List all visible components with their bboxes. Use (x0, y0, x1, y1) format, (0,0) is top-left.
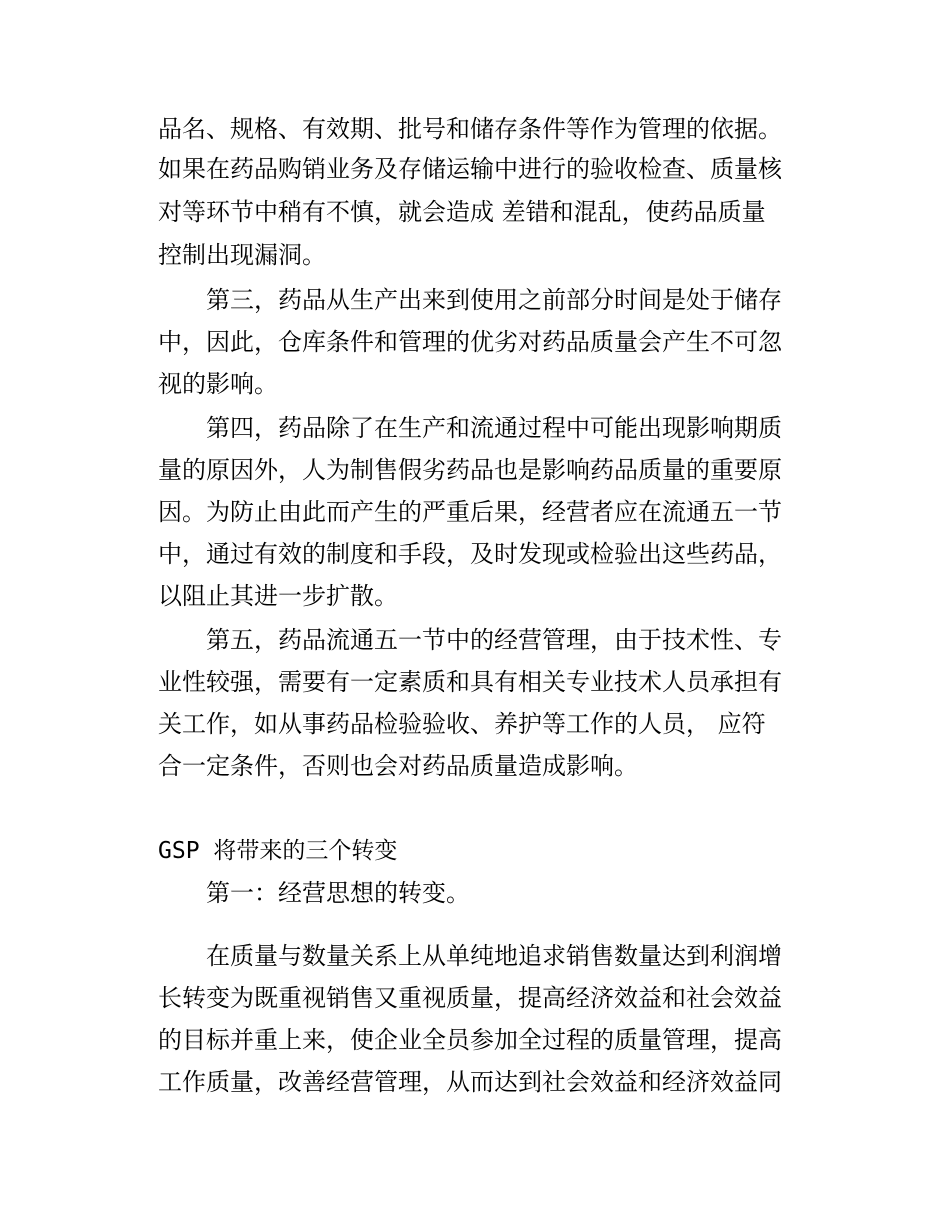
text-line: 如果在药品购销业务及存储运输中进行的验收检查、质量核 (158, 155, 782, 183)
section-heading: GSP 将带来的三个转变 (158, 838, 398, 864)
text-line: 业性较强，需要有一定素质和具有相关专业技术人员承担有 (158, 668, 782, 696)
subsection-heading: 第一：经营思想的转变。 (206, 879, 470, 907)
text-line: 长转变为既重视销售又重视质量，提高经济效益和社会效益 (158, 984, 782, 1012)
text-line: 量的原因外，人为制售假劣药品也是影响药品质量的重要原 (158, 456, 782, 484)
text-line: 中，通过有效的制度和手段，及时发现或检验出这些药品， (158, 540, 782, 568)
text-line: 品名、规格、有效期、批号和储存条件等作为管理的依据。 (158, 115, 782, 143)
text-line: 因。为防止由此而产生的严重后果，经营者应在流通五一节 (158, 498, 782, 526)
paragraph-first-line: 第五，药品流通五一节中的经营管理，由于技术性、专 (206, 626, 782, 654)
text-line: 对等环节中稍有不慎，就会造成 差错和混乱，使药品质量 (158, 198, 766, 226)
text-line: 中，因此，仓库条件和管理的优劣对药品质量会产生不可忽 (158, 328, 782, 356)
text-line: 以阻止其进一步扩散。 (158, 582, 398, 610)
text-line: 工作质量，改善经营管理，从而达到社会效益和经济效益同 (158, 1068, 782, 1096)
paragraph-first-line: 在质量与数量关系上从单纯地追求销售数量达到利润增 (206, 942, 782, 970)
text-line: 视的影响。 (158, 370, 278, 398)
text-line: 控制出现漏洞。 (158, 241, 326, 269)
text-line: 的目标并重上来，使企业全员参加全过程的质量管理，提高 (158, 1026, 782, 1054)
paragraph-first-line: 第四，药品除了在生产和流通过程中可能出现影响期质 (206, 414, 782, 442)
text-line: 合一定条件，否则也会对药品质量造成影响。 (158, 752, 638, 780)
text-line: 关工作，如从事药品检验验收、养护等工作的人员， 应符 (158, 710, 766, 738)
paragraph-first-line: 第三，药品从生产出来到使用之前部分时间是处于储存 (206, 286, 782, 314)
